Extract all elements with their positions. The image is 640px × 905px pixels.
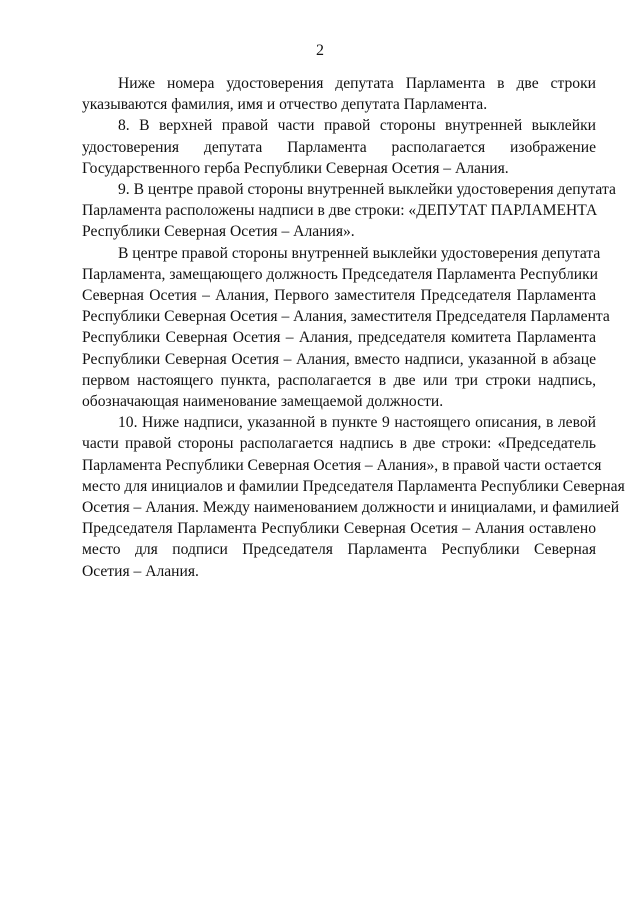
text-line: первом настоящего пункта, располагается в две или три строки надпись, [82,371,596,389]
text-line: Республики Северная Осетия – Алания». [82,223,355,241]
text-line: место для подписи Председателя Парламента Республики Северная [82,541,596,559]
text-line: 8. В верхней правой части правой стороны внутренней выклейки [118,117,596,135]
page-number: 2 [316,42,324,59]
text-line: Парламента, замещающего должность Председателя Парламента Республики [82,265,599,283]
text-line: Парламента Республики Северная Осетия – Алания», в правой части остается [82,456,602,474]
text-line: Северная Осетия – Алания, Первого заместителя Председателя Парламента [82,287,596,305]
paragraph-intro [82,73,596,115]
text-line: 9. В центре правой стороны внутренней выклейки удостоверения депутата [118,181,616,199]
text-line: Государственного герба Республики Северная Осетия – Алания. [82,159,509,177]
text-line: Парламента расположены надписи в две строки: «ДЕПУТАТ ПАРЛАМЕНТА [82,202,598,220]
text-line: удостоверения депутата Парламента располагается изображение [82,138,596,156]
text-line: части правой стороны располагается надпись в две строки: «Председатель [82,435,596,453]
text-line: Республики Северная Осетия – Алания, заместителя Председателя Парламента [82,308,610,326]
text-line: 10. Ниже надписи, указанной в пункте 9 настоящего описания, в левой [118,414,596,432]
paragraph-item-9 [82,179,616,243]
text-line: Республики Северная Осетия – Алания, вместо надписи, указанной в абзаце [82,350,596,368]
text-line: указываются фамилия, имя и отчество депутата Парламента. [82,96,488,114]
text-line: Осетия – Алания. Между наименованием должности и инициалами, и фамилией [82,499,620,517]
text-line: обозначающая наименование замещаемой должности. [82,393,444,411]
text-line: Осетия – Алания. [82,562,199,580]
document-body [82,73,625,582]
paragraph-item-8 [82,115,596,179]
paragraph-item-10 [82,412,625,582]
text-line: Председателя Парламента Республики Северная Осетия – Алания оставлено [82,520,596,538]
text-line: Ниже номера удостоверения депутата Парламента в две строки [118,75,596,92]
text-line: Республики Северная Осетия – Алания, председателя комитета Парламента [82,329,596,347]
paragraph-item-9-part-2 [82,243,610,413]
text-line: место для инициалов и фамилии Председателя Парламента Республики Северная [82,477,625,495]
text-line: В центре правой стороны внутренней выклейки удостоверения депутата [118,244,601,262]
